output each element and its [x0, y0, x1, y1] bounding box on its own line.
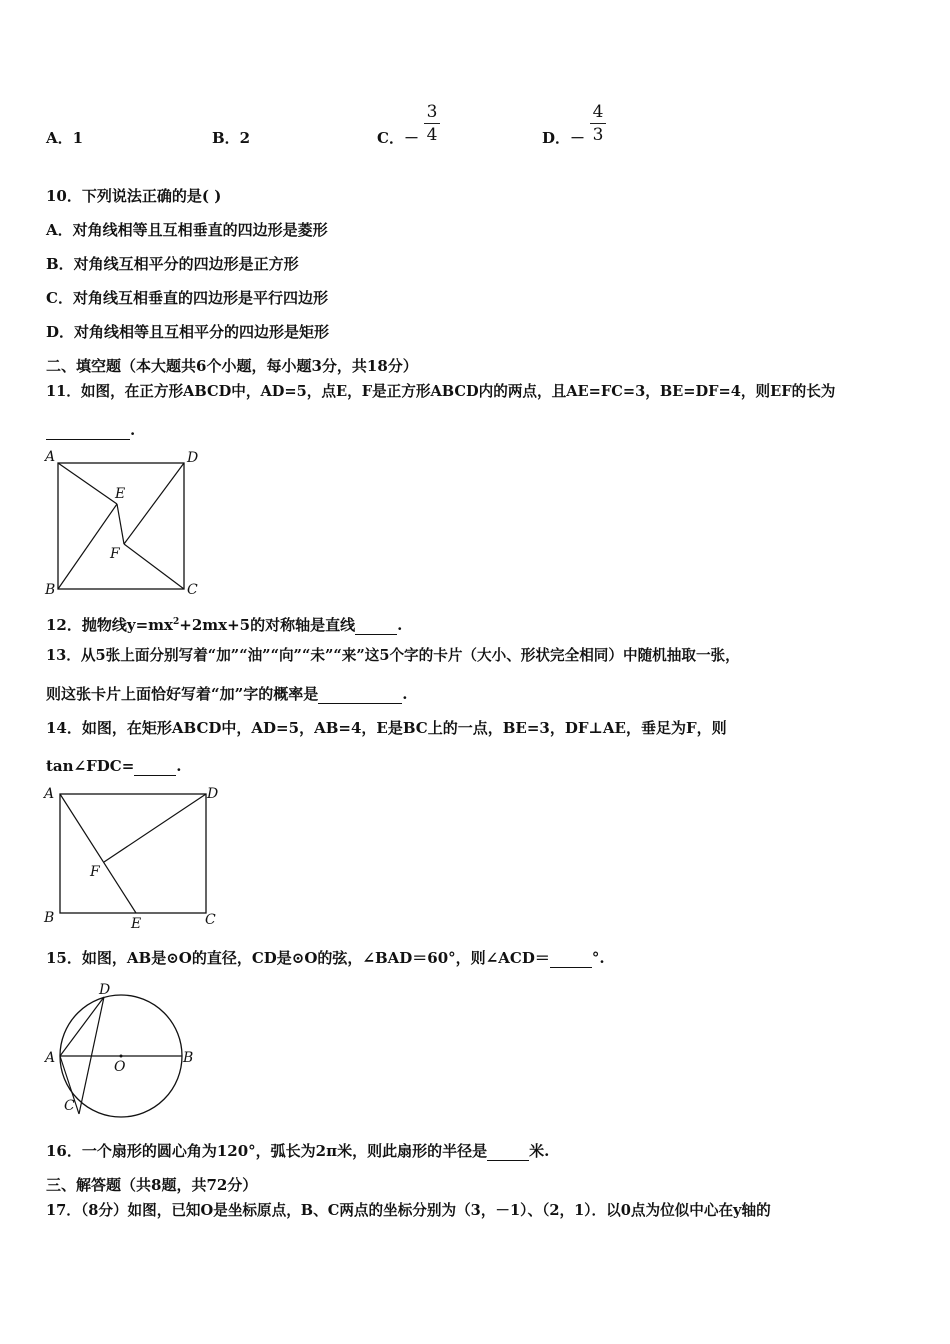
label-D: D — [99, 982, 111, 998]
q10-option-a: A．对角线相等且互相垂直的四边形是菱形 — [46, 221, 328, 239]
label-B: B — [45, 582, 56, 598]
q9-option-d-fraction — [588, 102, 608, 145]
q15-circle-figure — [40, 980, 210, 1120]
fraction-denominator: 4 — [426, 125, 438, 145]
q9-option-a: A．1 — [46, 129, 84, 147]
label-B: B — [44, 910, 55, 926]
answer-blank[interactable] — [487, 1144, 529, 1161]
label-C: C — [64, 1098, 75, 1114]
label-A: A — [44, 786, 55, 802]
answer-blank[interactable] — [46, 423, 130, 440]
label-E: E — [131, 916, 142, 932]
q11-square-figure — [40, 446, 210, 602]
label-O: O — [114, 1059, 126, 1075]
q15-text: 15．如图，AB是⊙O的直径，CD是⊙O的弦，∠BAD＝60°，则∠ACD＝ °. — [46, 949, 605, 967]
label-A: A — [45, 449, 56, 465]
fraction-numerator: 3 — [426, 102, 438, 122]
q9-option-c-fraction — [422, 102, 442, 145]
answer-blank[interactable] — [134, 759, 176, 776]
label-F: F — [90, 864, 100, 880]
fraction-denominator: 3 — [592, 125, 604, 145]
q9-option-c: C．－ — [377, 129, 419, 147]
q16-text: 16．一个扇形的圆心角为120°，弧长为2π米，则此扇形的半径是 米. — [46, 1142, 550, 1160]
q13-text-line1: 13．从5张上面分别写着“加”“油”“向”“未”“来”这5个字的卡片（大小、形状完全相同）中随机抽取一张， — [46, 647, 740, 664]
label-D: D — [187, 450, 199, 466]
q13-text-line2: 则这张卡片上面恰好写着“加”字的概率是 . — [46, 685, 408, 703]
answer-blank[interactable] — [318, 687, 402, 704]
q9-option-d: D．－ — [542, 129, 586, 147]
fraction-numerator: 4 — [592, 102, 604, 122]
label-A: A — [45, 1050, 56, 1066]
answer-blank[interactable] — [550, 951, 592, 968]
q10-option-c: C．对角线互相垂直的四边形是平行四边形 — [46, 289, 328, 307]
label-C: C — [205, 912, 216, 928]
label-F: F — [110, 546, 120, 562]
q14-text-line2: tan∠FDC= . — [46, 757, 182, 775]
label-C: C — [187, 582, 198, 598]
q12-text: 12．抛物线$y=mx^2+2mx+5$的对称轴是直线 . — [46, 616, 403, 634]
label-D: D — [207, 786, 219, 802]
q17-text: 17．（8分）如图，已知O是坐标原点，B、C两点的坐标分别为（3，－1）、（2，1）．以0点为位似中心在y轴的 — [46, 1202, 771, 1219]
q10-option-b: B．对角线互相平分的四边形是正方形 — [46, 255, 299, 273]
answer-blank[interactable] — [355, 618, 397, 635]
q11-text: 11．如图，在正方形ABCD中，AD=5，点E，F是正方形ABCD内的两点，且AE=FC=3，BE=DF=4，则EF的长为 — [46, 383, 836, 400]
q10-option-d: D．对角线相等且互相平分的四边形是矩形 — [46, 323, 330, 341]
q11-answer-line: . — [46, 420, 135, 440]
label-B: B — [183, 1050, 194, 1066]
q9-option-b: B．2 — [212, 129, 251, 147]
q14-rectangle-figure — [40, 782, 230, 932]
section-3-heading: 三、解答题（共8题，共72分） — [46, 1176, 258, 1194]
section-2-heading: 二、填空题（本大题共6个小题，每小题3分，共18分） — [46, 357, 418, 375]
q10-stem: 10．下列说法正确的是( ) — [46, 187, 222, 205]
label-E: E — [115, 486, 126, 502]
q14-text-line1: 14．如图，在矩形ABCD中，AD=5，AB=4，E是BC上的一点，BE=3，DF⊥AE，垂足为F，则 — [46, 719, 727, 737]
